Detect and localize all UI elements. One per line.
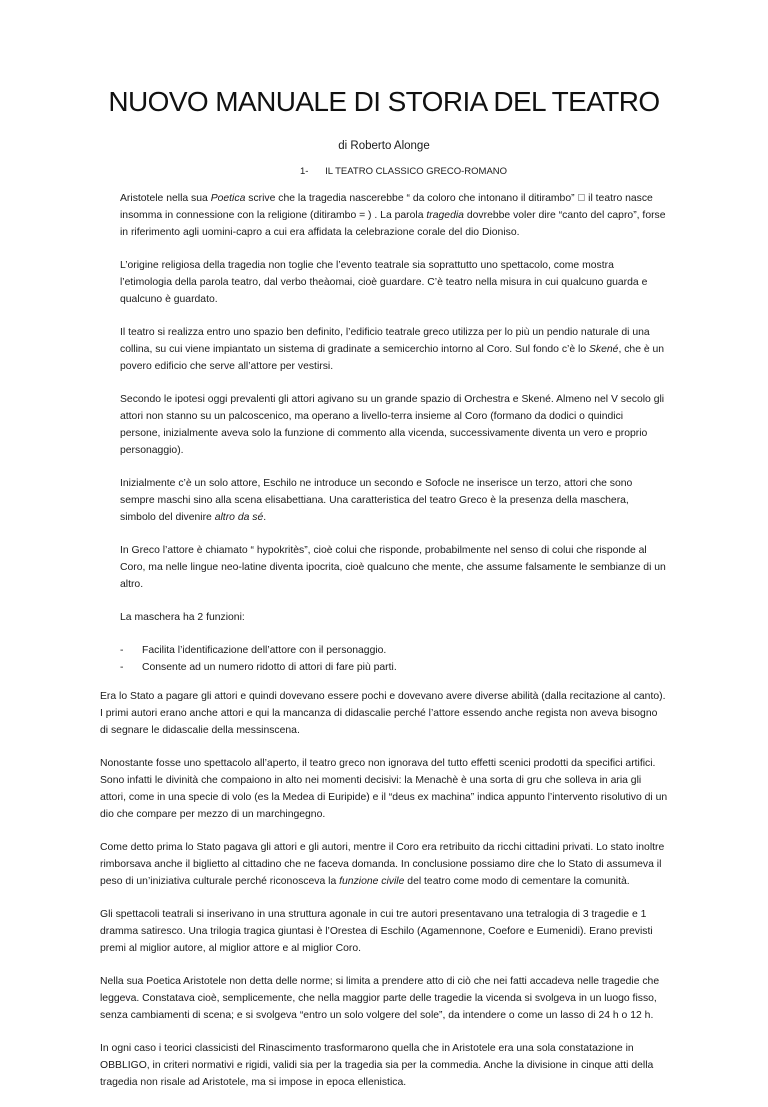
italic-term: funzione civile [339, 876, 405, 887]
paragraph-text: dovrebbe voler dire “canto del capro”, forse in riferimento agli uomini-capro a cui era affidata la celebrazione corale del dio Dioniso. [120, 210, 666, 238]
paragraph-p3 [120, 324, 666, 375]
paragraph-text: Era lo Stato a pagare gli attori e quindi dovevano essere pochi e dovevano avere diverse abilità (dalla recitazione al canto). I primi autori erano anche attori e qui la mancanza di didascalie perché l’attore essendo anche regista non aveva bisogno di segnare le didascalie della messinscena. [100, 691, 666, 736]
paragraph-text: Gli spettacoli teatrali si inserivano in una struttura agonale in cui tre autori presentavano una tetralogia di 3 tragedie e 1 dramma satiresco. Una trilogia tragica giuntasi è l’Orestea di Eschilo (Agamennone, Coefore e Eumenidi). Erano previsti premi al miglior autore, al miglior attore e al miglior Coro. [100, 909, 653, 954]
document-title: NUOVO MANUALE DI STORIA DEL TEATRO [108, 86, 660, 117]
paragraph-p2 [120, 257, 666, 308]
paragraph-text: L’origine religiosa della tragedia non toglie che l’evento teatrale sia soprattutto uno spettacolo, come mostra l’etimologia della parola teatro, dal verbo theàomai, cioè guardare. C’è teatro nella misura in cui qualcuno guarda e qualcuno è guardato. [120, 260, 648, 305]
italic-term: Poetica [210, 193, 246, 204]
chapter-heading [300, 166, 507, 177]
paragraph-text: . [263, 512, 267, 523]
paragraph-p8 [100, 688, 668, 739]
paragraph-text: Il teatro si realizza entro uno spazio ben definito, l’edificio teatrale greco utilizza per lo più un pendio naturale di una collina, su cui viene impiantato un sistema di gradinate a semicerchio intorno al Coro. Sul fondo c’è lo [120, 327, 650, 355]
document-author: di Roberto Alonge [338, 140, 430, 152]
list-item: - Consente ad un numero ridotto di attori di fare più parti. [120, 659, 768, 676]
chapter-number: 1- [300, 166, 309, 177]
italic-term: Skené [588, 344, 619, 355]
paragraph-text: La maschera ha 2 funzioni: [120, 612, 245, 623]
chapter-title: IL TEATRO CLASSICO GRECO-ROMANO [325, 166, 508, 177]
paragraph-text: Secondo le ipotesi oggi prevalenti gli attori agivano su un grande spazio di Orchestra e Skené. Almeno nel V secolo gli attori non stanno su un palcoscenico, ma operano a livello-terra insieme al Coro (formano da dodici o quindici persone, inizialmente aveva solo la funzione di commento alla vicenda, successivamente diventa un vero e proprio personaggio). [120, 394, 665, 456]
paragraph-text: In ogni caso i teorici classicisti del Rinascimento trasformarono quella che in Aristotele era una sola constatazione in OBBLIGO, in criteri normativi e rigidi, validi sia per la tragedia sia per la commedia. Anche la divisione in cinque atti della tragedia non risale ad Aristotele, ma si impose in epoca ellenistica. [100, 1043, 654, 1088]
paragraph-p11 [100, 906, 668, 957]
paragraph-text: In Greco l’attore è chiamato “ hypokritès”, cioè colui che risponde, probabilmente nel senso di colui che risponde al Coro, ma nelle lingue neo-latine diventa ipocrita, cioè qualcuno che mente, che assume falsamente le sembianze di un altro. [120, 545, 666, 590]
paragraph-p13 [100, 1040, 668, 1091]
paragraph-p12 [100, 973, 668, 1024]
wide-section [0, 688, 768, 1091]
paragraph-text: Nella sua Poetica Aristotele non detta delle norme; si limita a prendere atto di ciò che nei fatti accadeva nelle tragedie che leggeva. Constatava cioè, semplicemente, che nella maggior parte delle tragedie la vicenda si svolgeva in un luogo fisso, senza cambiamenti di scena; e si svolgeva “entro un solo volgere del sole”, da intendere o come un lasso di 24 h o 12 h. [100, 976, 660, 1021]
paragraph-p10 [100, 839, 668, 890]
indented-section [0, 190, 768, 626]
paragraph-text: Aristotele nella sua [120, 193, 211, 204]
paragraph-text: , che è un povero edificio che serve all’attore per vestirsi. [120, 344, 665, 372]
paragraph-p5 [120, 475, 666, 526]
list-item: - Facilita l’identificazione dell’attore con il personaggio. [120, 642, 768, 659]
italic-term: altro da sé [214, 512, 264, 523]
function-list [120, 642, 768, 676]
paragraph-text: del teatro come modo di cementare la comunità. [404, 876, 630, 887]
paragraph-p6 [120, 542, 666, 593]
paragraph-text: Nonostante fosse uno spettacolo all’aperto, il teatro greco non ignorava del tutto effetti scenici prodotti da specifici artifici. Sono infatti le divinità che compaiono in alto nei momenti decisivi: la Menachè è una sorta di gru che solleva in aria gli attori, come in una specie di volo (es la Medea di Euripide) e il “deus ex machina” indica appunto l’intervento risolutivo di un dio che compare per mezzo di un marchingegno. [100, 758, 668, 820]
paragraph-p4 [120, 391, 666, 459]
paragraph-p1 [120, 190, 666, 241]
paragraph-text: Inizialmente c’è un solo attore, Eschilo ne introduce un secondo e Sofocle ne inserisce un terzo, attori che sono sempre maschi sino alla scena elisabettiana. Una caratteristica del teatro Greco è la presenza della maschera, simbolo del divenire [120, 478, 633, 523]
paragraph-text: Come detto prima lo Stato pagava gli attori e gli autori, mentre il Coro era retribuito da ricchi cittadini privati. Lo stato inoltre rimborsava anche il biglietto al cittadino che ne faceva domanda. In conclusione possiamo dire che lo Stato di assumeva il peso di un’iniziativa culturale perché riconosceva la [100, 842, 665, 887]
paragraph-p9 [100, 755, 668, 823]
paragraph-text: scrive che la tragedia nascerebbe “ da coloro che intonano il ditirambo” il teatro nasce insomma in connessione con la religione (ditirambo = ) . La parola [120, 193, 643, 221]
document-body [0, 190, 768, 1107]
italic-term: tragedia [426, 210, 464, 221]
paragraph-p7 [120, 609, 666, 626]
